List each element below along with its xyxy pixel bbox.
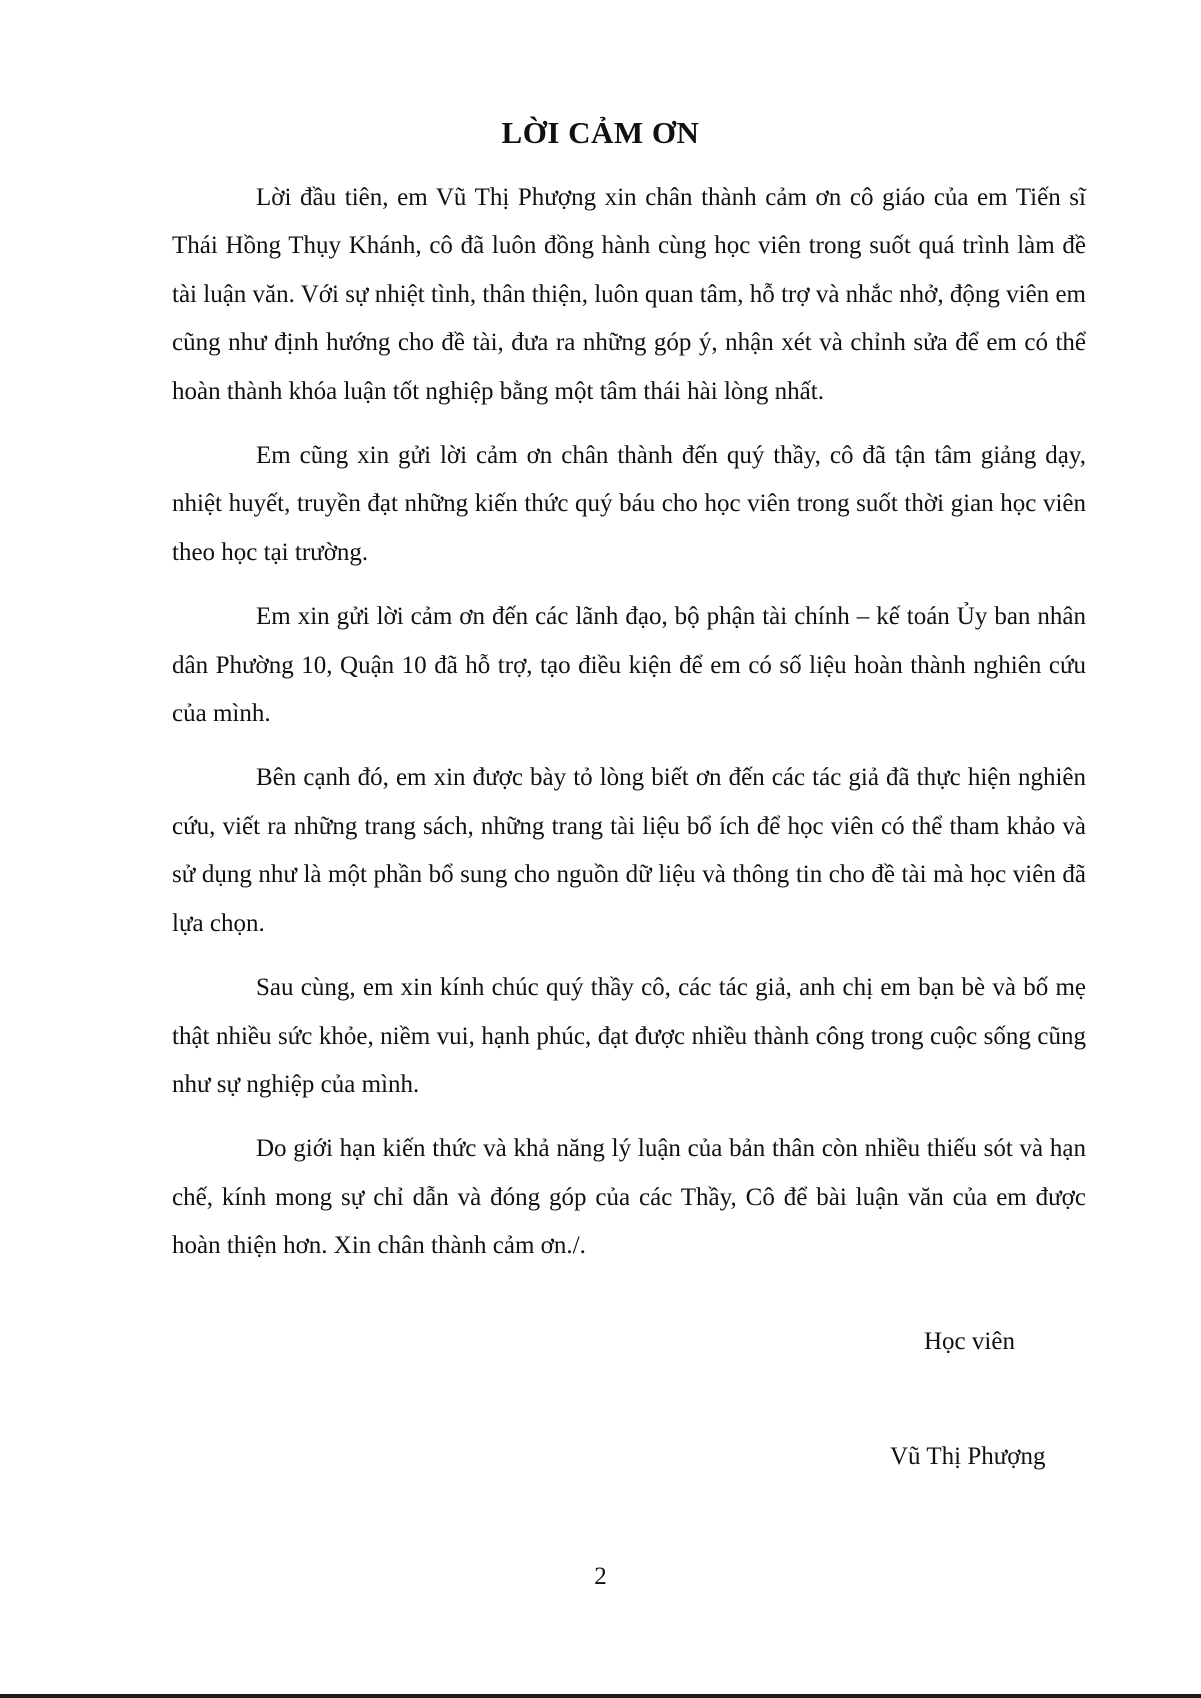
page-title: LỜI CẢM ƠN (501, 115, 700, 150)
paragraph-2: Em cũng xin gửi lời cảm ơn chân thành đến quý thầy, cô đã tận tâm giảng dạy, nhiệt huyết, truyền đạt những kiến thức quý báu cho học viên trong suốt thời gian học viên theo học tại trường. (172, 442, 1086, 566)
page-number: 2 (594, 1563, 607, 1590)
paragraph-6: Do giới hạn kiến thức và khả năng lý luận của bản thân còn nhiều thiếu sót và hạn chế, kính mong sự chỉ dẫn và đóng góp của các Thầy, Cô để bài luận văn của em được hoàn thiện hơn. Xin chân thành cảm ơn./. (172, 1135, 1086, 1260)
paragraph-5: Sau cùng, em xin kính chúc quý thầy cô, các tác giả, anh chị em bạn bè và bố mẹ thật nhiều sức khỏe, niềm vui, hạnh phúc, đạt được nhiều thành công trong cuộc sống cũng như sự nghiệp của mình. (172, 974, 1086, 1098)
bottom-edge-divider (0, 1694, 1201, 1698)
signature-name: Vũ Thị Phượng (890, 1443, 1046, 1470)
paragraph-1: Lời đầu tiên, em Vũ Thị Phượng xin chân thành cảm ơn cô giáo của em Tiến sĩ Thái Hồng Thụy Khánh, cô đã luôn đồng hành cùng học viên trong suốt quá trình làm đề tài luận văn. Với sự nhiệt tình, thân thiện, luôn quan tâm, hỗ trợ và nhắc nhở, động viên em cũng như định hướng cho đề tài, đưa ra những góp ý, nhận xét và chỉnh sửa để em có thể hoàn thành khóa luận tốt nghiệp bằng một tâm thái hài lòng nhất. (172, 184, 1086, 405)
paragraph-3: Em xin gửi lời cảm ơn đến các lãnh đạo, bộ phận tài chính – kế toán Ủy ban nhân dân Phường 10, Quận 10 đã hỗ trợ, tạo điều kiện để em có số liệu hoàn thành nghiên cứu của mình. (172, 603, 1086, 728)
signature-role: Học viên (924, 1328, 1015, 1355)
acknowledgement-body (172, 174, 1086, 1287)
paragraph-4: Bên cạnh đó, em xin được bày tỏ lòng biết ơn đến các tác giả đã thực hiện nghiên cứu, viết ra những trang sách, những trang tài liệu bổ ích để học viên có thể tham khảo và sử dụng như là một phần bổ sung cho nguồn dữ liệu và thông tin cho đề tài mà học viên đã lựa chọn. (172, 764, 1086, 937)
